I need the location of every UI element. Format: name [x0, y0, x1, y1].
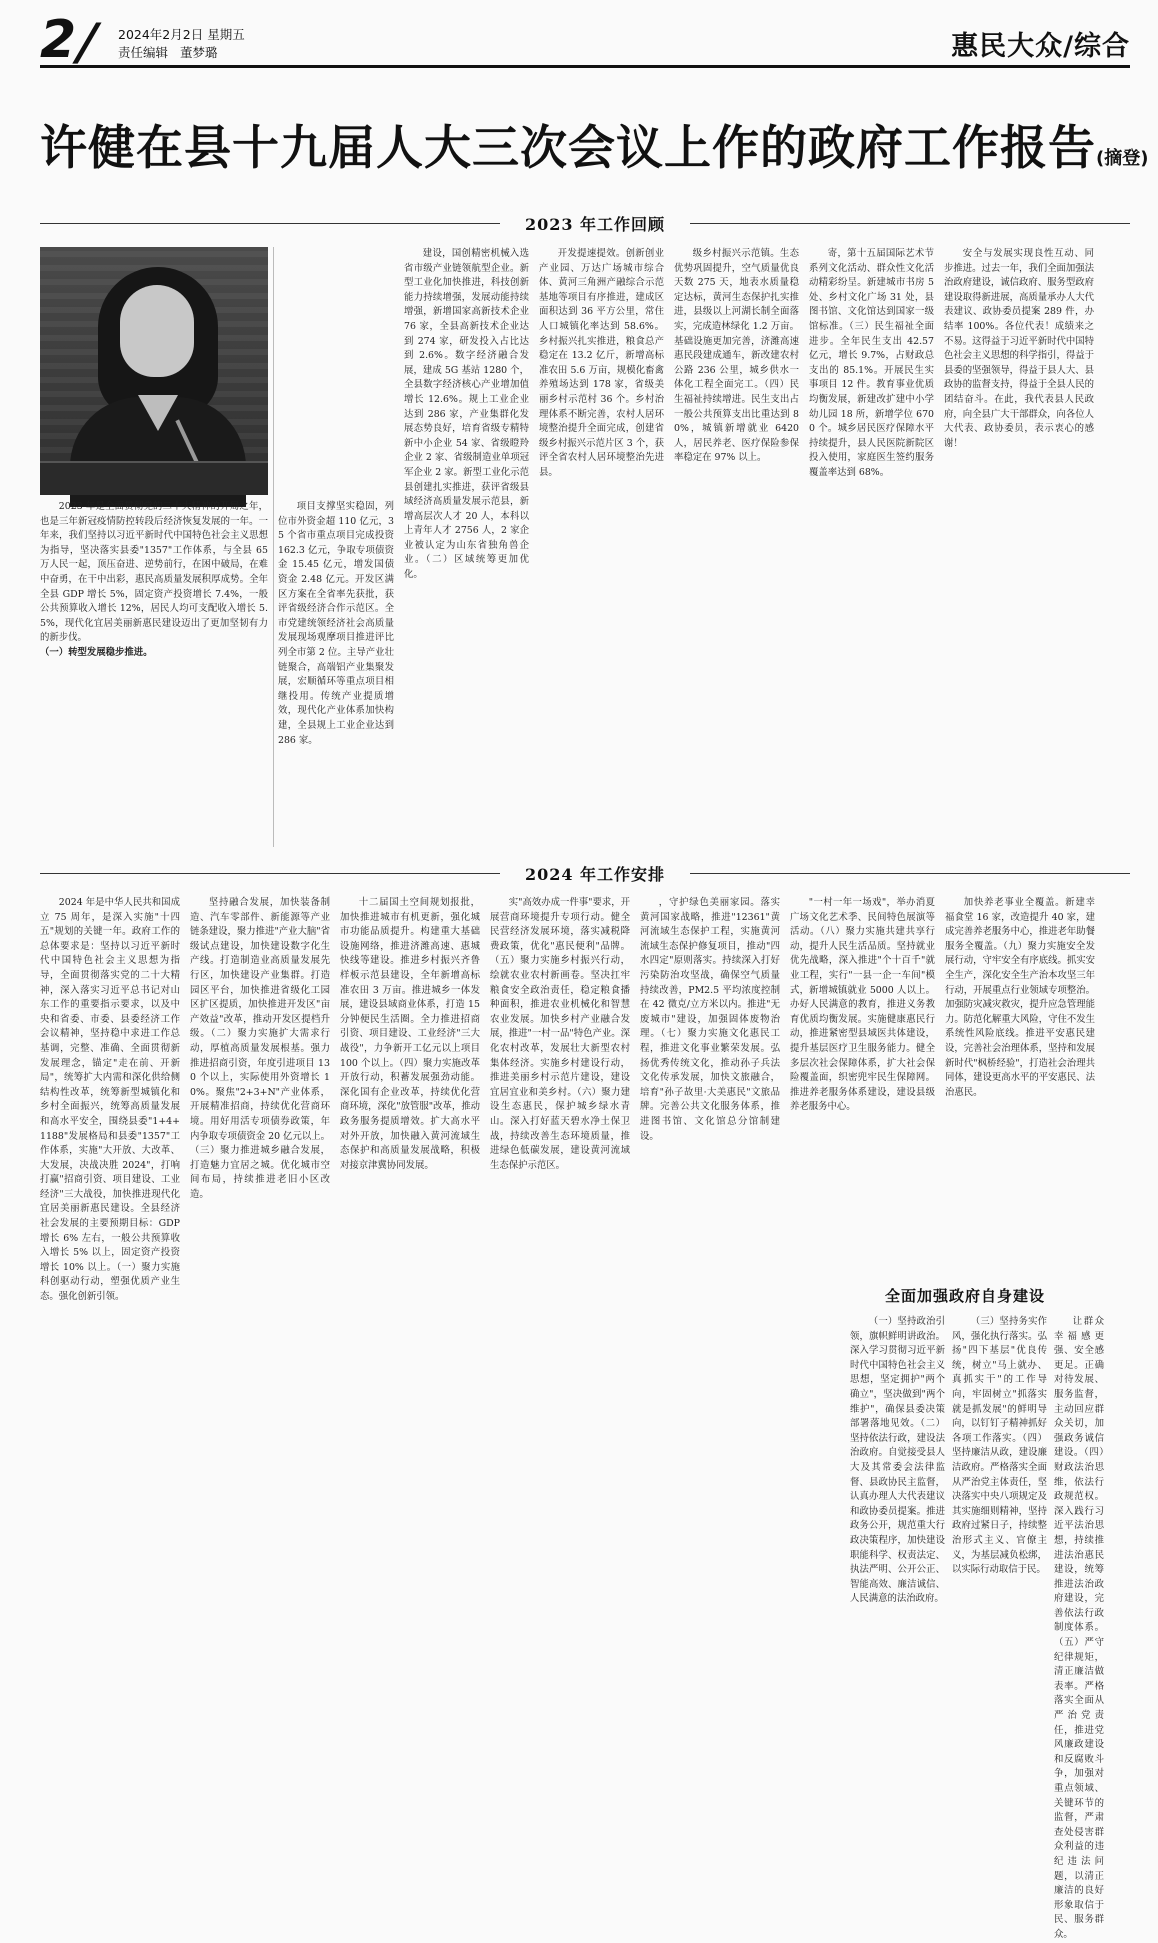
review-paragraph-7: 安全与发展实现良性互动、同步推进。过去一年，我们全面加强法治政府建设，诚信政府、服务型政府建设取得新进展，高质量承办人大代表建议、政协委员提案 289 件，办结率 100%。各位代表！成绩来之不易。这得益于习近平新时代中国特色社会主义思想的科学指引，得益于县委的坚强领导，得益于县人大、县政协的监督支持，得益于全县人民的团结奋斗。在此，我代表县人民政府，向全县广大干部群众，向各位人大代表、政协委员，表示衷心的感谢！ — [944, 248, 1095, 449]
review-column-6 — [809, 247, 934, 852]
plan-rule-left — [40, 873, 500, 874]
plan-column-6 — [790, 896, 935, 1276]
plan-paragraph-5: ，守护绿色美丽家园。落实黄河国家战略，推进"12361"黄河流域生态保护工程，实施黄河流域生态保护修复项目，推动"四水四定"原则落实。持续深入打好污染防治攻坚战，确保空气质量持续改善，PM2.5 平均浓度控制在 42 微克/立方米以内。推进"无废城市"建设，加强固体废物治理。（七）聚力实施文化惠民工程，推进文化事业繁荣发展。弘扬优秀传统文化，推动孙子兵法文化传承发展，加快文旅融合，培育"孙子故里·大美惠民"文旅品牌。完善公共文化服务体系，推进图书馆、文化馆总分馆制建设。 — [640, 897, 780, 1142]
review-column-1 — [40, 500, 268, 855]
plan-paragraph-4: 实"高效办成一件事"要求，开展营商环境提升专项行动。健全民营经济发展环境，落实减税降费政策，优化"惠民便利"品牌。（五）聚力实施乡村振兴行动，绘就农业农村新画卷。坚决扛牢粮食安全政治责任，稳定粮食播种面积，推进农业机械化和智慧农业发展。加快乡村产业融合发展，推进"一村一品"特色产业。深化农村改革，发展壮大新型农村集体经济。实施乡村建设行动，推进美丽乡村示范片建设，建设宜居宜业和美乡村。（六）聚力建设生态惠民，保护城乡绿水青山。深入打好蓝天碧水净土保卫战，持续改善生态环境质量，推进绿色低碳发展，建设黄河流域生态保护示范区。 — [490, 897, 630, 1171]
plan-section-title: 2024 年工作安排 — [524, 865, 666, 884]
editor-line — [118, 44, 245, 62]
review-paragraph-5: 级乡村振兴示范镇。生态优势巩固提升，空气质量优良天数 275 天，地表水质量稳定达标，黄河生态保护扎实推进，县级以上河湖长制全面落实，完成造林绿化 1.2 万亩。基础设施更加完善，济潍高速惠民段建成通车，新改建农村公路 236 公里，城乡供水一体化工程全面完工。（四）民生福祉持续增进。民生支出占一般公共预算支出比重达到 80%，城镇新增就业 6420 人，居民养老、医疗保险参保率稳定在 97% 以上。 — [674, 248, 799, 464]
plan-column-7 — [945, 896, 1095, 1276]
self-paragraph-1: （一）坚持政治引领，旗帜鲜明讲政治。深入学习贯彻习近平新时代中国特色社会主义思想，坚定拥护"两个确立"，坚决做到"两个维护"，确保县委决策部署落地见效。（二）坚持依法行政，建设法治政府。自觉接受县人大及其常委会法律监督、县政协民主监督，认真办理人大代表建议和政协委员提案。推进政务公开，规范重大行政决策程序，加快建设职能科学、权责法定、执法严明、公开公正、智能高效、廉洁诚信、人民满意的法治政府。 — [850, 1316, 945, 1605]
page-number: 2 — [40, 10, 77, 70]
headline-title: 许健在县十九届人大三次会议上作的政府工作报告 — [40, 121, 1096, 176]
main-headline — [40, 116, 1149, 192]
self-column-1 — [850, 1315, 945, 1735]
review-subheading-1: （一）转型发展稳步推进。 — [40, 646, 153, 658]
review-paragraph-3: 建设，国创精密机械入选省市级产业链领航型企业。新型工业化加快推进，科技创新能力持续增强，发展动能持续增强，新增国家高新技术企业 76 家，全县高新技术企业达到 274 家，研发投入占比达到 2.6%。数字经济融合发展，建成 5G 基站 1280 个，全县数字经济核心产业增加值增长 12.6%。规上工业企业达到 286 家，产业集群化发展态势良好，培育省级专精特新中小企业 54 家、省级瞪羚企业 2 家、省级制造业单项冠军企业 2 家。新型工业化示范县创建扎实推进，获评省级县域经济高质量发展示范县，新增高层次人才 20 人，本科以上青年人才 2756 人，2 家企业被认定为山东省独角兽企业。（二）区域统筹更加优化。 — [404, 248, 529, 581]
plan-paragraph-3: 十二届国土空间规划报批，加快推进城市有机更新，强化城市功能品质提升。构建重大基础设施网络，推进济潍高速、惠城快线等建设。推进乡村振兴齐鲁样板示范县建设，全年新增高标准农田 3 万亩。推进城乡一体发展，建设县域商业体系，打造 15 分钟便民生活圈。全力推进招商引资、项目建设、工业经济"三大战役"，力争新开工亿元以上项目 100 个以上。（四）聚力实施改革开放行动，积蓄发展强劲动能。深化国有企业改革，持续优化营商环境，深化"放管服"改革，推动政务服务提质增效。扩大高水平对外开放，加快融入黄河流域生态保护和高质量发展战略，积极对接京津冀协同发展。 — [340, 897, 480, 1171]
self-paragraph-2: （三）坚持务实作风，强化执行落实。弘扬"四下基层"优良传统，树立"马上就办、真抓实干"的工作导向，牢固树立"抓落实就是抓发展"的鲜明导向，以钉钉子精神抓好各项工作落实。（四）坚持廉洁从政，建设廉洁政府。严格落实全面从严治党主体责任，坚决落实中央八项规定及其实施细则精神，坚持政府过紧日子，持续整治形式主义、官僚主义，为基层减负松绑，以实际行动取信于民。 — [952, 1316, 1047, 1576]
review-intro-paragraph: 2023 年是全面贯彻党的二十大精神的开局之年，也是三年新冠疫情防控转段后经济恢复发展的一年。一年来，我们坚持以习近平新时代中国特色社会主义思想为指导，坚决落实县委"1357"工作体系，与全县 65 万人民一起，顶压奋进、逆势前行，在困中破局，在难中奋勇，在干中出彩，惠民高质量发展积厚成势。全年全县 GDP 增长 5%，固定资产投资增长 7.4%，一般公共预算收入增长 12%，居民人均可支配收入增长 5.5%，现代化宜居美丽新惠民建设迈出了更加坚韧有力的新步伐。 — [40, 501, 268, 644]
page-header — [40, 10, 1130, 71]
self-column-3 — [1054, 1315, 1104, 1940]
speaker-photo — [40, 247, 268, 495]
plan-column-2 — [190, 896, 330, 1736]
brand-name: 惠民大众 — [951, 31, 1064, 62]
plan-paragraph-1: 2024 年是中华人民共和国成立 75 周年，是深入实施"十四五"规划的关键一年。政府工作的总体要求是：坚持以习近平新时代中国特色社会主义思想为指导，全面贯彻落实党的二十大精神，深入落实习近平总书记对山东工作的重要指示要求，以及中央和省委、市委、县委经济工作会议精神，坚持稳中求进工作总基调，完整、准确、全面贯彻新发展理念，锚定"走在前、开新局"，统筹扩大内需和深化供给侧结构性改革，统筹新型城镇化和乡村全面振兴，统筹高质量发展和高水平安全，围绕县委"1+4+1188"发展格局和县委"1357"工作体系，实施"大开放、大改革、大发展，决战决胜 2024"，打响打赢"招商引资、项目建设、工业经济"三大战役，加快推进现代化宜居美丽新惠民建设。全县经济社会发展的主要预期目标：GDP 增长 6% 左右，一般公共预算收入增长 5% 以上，固定资产投资增长 10% 以上。（一）聚力实施科创驱动行动，塑强优质产业生态。强化创新引领。 — [40, 897, 180, 1303]
brand-divider: / — [1063, 31, 1074, 62]
review-column-4 — [539, 247, 664, 852]
plan-paragraph-2: 坚持融合发展，加快装备制造、汽车零部件、新能源等产业链条建设，聚力推进"产业大脑"省级试点建设，加快建设数字化生产线。打造制造业高质量发展先行区，加快建设产业集群。打造园区平台，加快推进省级化工园区扩区提质，加快推进开发区"亩产效益"改革，推动开发区提档升级。（二）聚力实施扩大需求行动，厚植高质量发展根基。强力推进招商引资，年度引进项目 130 个以上，实际使用外资增长 10%。聚焦"2+3+N"产业体系，开展精准招商，持续优化营商环境。用好用活专项债券政策，年内争取专项债资金 20 亿元以上。（三）聚力推进城乡融合发展，打造魅力宜居之城。优化城市空间布局，持续推进老旧小区改造。 — [190, 897, 330, 1200]
self-section-title: 全面加强政府自身建设 — [884, 1287, 1045, 1305]
editor-name: 董梦璐 — [180, 45, 218, 60]
section-rule-right — [690, 223, 1130, 224]
self-column-2 — [952, 1315, 1047, 1735]
column-divider — [273, 247, 274, 847]
plan-rule-right — [690, 873, 1130, 874]
review-paragraph-4: 开发提速提效。创新创业产业园、万达广场城市综合体、黄河三角洲产融综合示范基地等项目有序推进，建成区面积达到 36 平方公里，常住人口城镇化率达到 58.6%。乡村振兴扎实推进，粮食总产稳定在 13.2 亿斤，新增高标准农田 5.6 万亩，规模化畜禽养殖场达到 178 家，省级美丽乡村示范村 36 个。乡村治理体系不断完善，农村人居环境整治提升全面完成，创建省级乡村振兴示范片区 3 个，获评全省农村人居环境整治先进县。 — [539, 248, 664, 478]
issue-date: 2024年2月2日 星期五 — [118, 27, 245, 42]
review-paragraph-6: 寄，第十五届国际艺术节系列文化活动、群众性文化活动精彩纷呈。新建城市书房 5 处、乡村文化广场 31 处，县图书馆、文化馆达到国家一级馆标准。（三）民生福祉全面进步。全年民生支出 42.57 亿元，增长 9.7%，占财政总支出的 85.1%。开展民生实事项目 12 件。教育事业优质均衡发展，新建改扩建中小学幼儿园 18 所，新增学位 6700 个。城乡居民医疗保障水平持续提升，县人民医院新院区投入使用，家庭医生签约服务覆盖率达到 68%。 — [809, 248, 934, 478]
section-name: 综合 — [1074, 31, 1130, 62]
review-section-title: 2023 年工作回顾 — [524, 215, 666, 234]
review-column-5 — [674, 247, 799, 852]
review-column-3 — [404, 247, 529, 852]
plan-paragraph-6: "一村一年一场戏"，举办消夏广场文化艺术季、民间特色展演等活动。（八）聚力实施共建共享行动，提升人民生活品质。坚持就业优先战略，深入推进"个十百千"就业工程，实行"一县一企一车间"模式，新增城镇就业 5000 人以上。办好人民满意的教育，推进义务教育优质均衡发展。实施健康惠民行动，推进紧密型县域医共体建设，提升基层医疗卫生服务能力。健全多层次社会保障体系，扩大社会保险覆盖面，织密兜牢民生保障网。推进养老服务体系建设，建设县级养老服务中心。 — [790, 897, 935, 1113]
plan-paragraph-7: 加快养老事业全覆盖。新建幸福食堂 16 家，改造提升 40 家，建成完善养老服务中心，推进老年助餐服务全覆盖。（九）聚力实施安全发展行动，守牢安全有序底线。抓实安全生产，深化安全生产治本攻坚三年行动，开展重点行业领域专项整治。加强防灾减灾救灾，提升应急管理能力。防范化解重大风险，守住不发生系统性风险底线。推进平安惠民建设，完善社会治理体系，坚持和发展新时代"枫桥经验"，打造社会治理共同体，建设更高水平的平安惠民、法治惠民。 — [945, 897, 1096, 1098]
review-column-2 — [278, 500, 394, 855]
plan-column-4 — [490, 896, 630, 1736]
editor-label: 责任编辑 — [118, 45, 169, 60]
newspaper-brand — [951, 24, 1130, 63]
issue-meta — [118, 26, 245, 62]
plan-column-5 — [640, 896, 780, 1736]
self-paragraph-3: 让群众幸福感更强、安全感更足。正确对待发展、服务监督，主动回应群众关切，加强政务诚信建设。（四）财政法治思维，依法行政规范权。深入践行习近平法治思想，持续推进法治惠民建设，统筹推进法治政府建设，完善依法行政制度体系。（五）严守纪律规矩，清正廉洁做表率。严格落实全面从严治党责任，推进党风廉政建设和反腐败斗争，加强对重点领域、关键环节的监督，严肃查处侵害群众利益的违纪违法问题，以清正廉洁的良好形象取信于民、服务群众。 — [1054, 1316, 1104, 1940]
headline-note: (摘登) — [1096, 148, 1149, 169]
page-number-slash: / — [70, 13, 105, 71]
plan-column-3 — [340, 896, 480, 1736]
review-column-7 — [944, 247, 1094, 852]
review-paragraph-2: 项目支撑坚实稳固，列位市外资金超 110 亿元，35 个省市重点项目完成投资 162.3 亿元，争取专项债资金 15.45 亿元，增发国债资金 2.48 亿元。开发区满区方案在全省率先获批，获评省级经济合作示范区。全市党建统领经济社会高质量发展现场观摩项目推进评比列全市第 2 位。主导产业壮链聚合，高端铝产业集聚发展，宏顺循环等重点项目相继投用。传统产业提质增效，现代化产业体系加快构建，全县规上工业企业达到 286 家。 — [278, 501, 394, 746]
plan-column-1 — [40, 896, 180, 1736]
section-rule-left — [40, 223, 500, 224]
